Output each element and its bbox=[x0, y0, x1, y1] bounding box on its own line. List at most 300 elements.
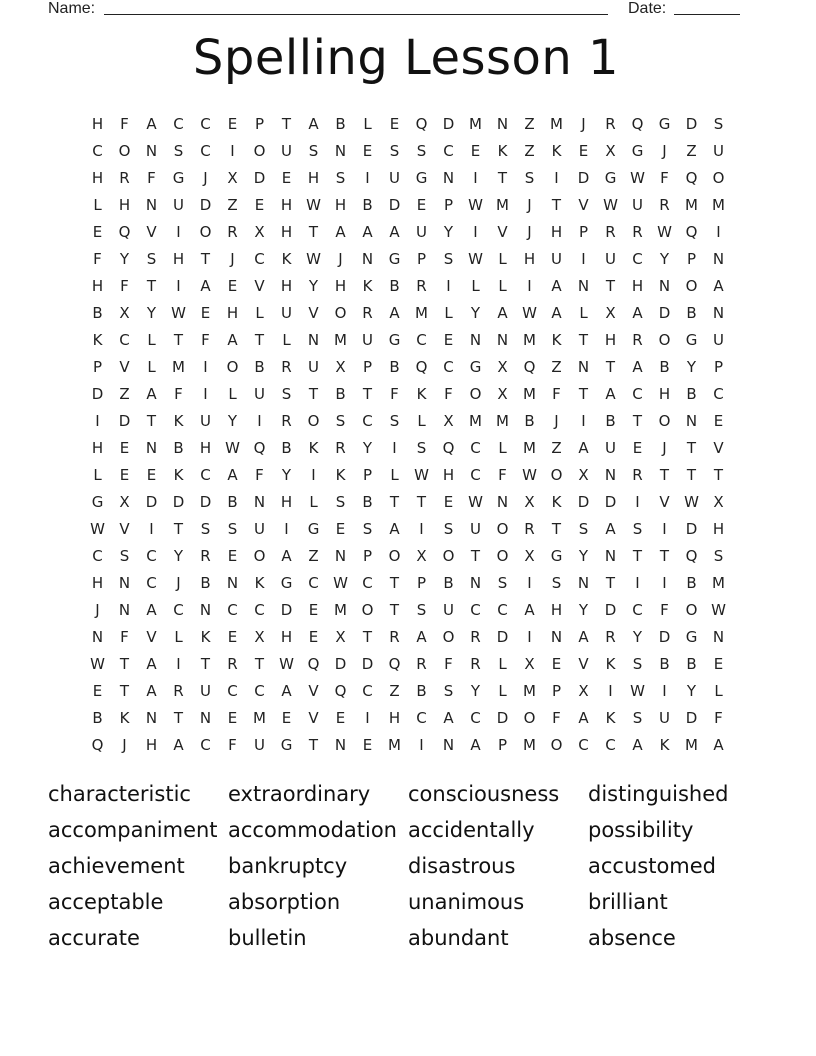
grid-letter[interactable]: W bbox=[225, 439, 240, 457]
grid-letter[interactable]: E bbox=[416, 196, 427, 214]
grid-letter[interactable]: N bbox=[712, 250, 725, 268]
grid-letter[interactable]: X bbox=[119, 493, 130, 511]
grid-letter[interactable]: O bbox=[550, 466, 563, 484]
grid-letter[interactable]: W bbox=[279, 655, 294, 673]
grid-letter[interactable]: U bbox=[605, 439, 616, 457]
grid-letter[interactable]: W bbox=[90, 655, 105, 673]
grid-letter[interactable]: S bbox=[227, 520, 238, 538]
grid-letter[interactable]: H bbox=[712, 520, 725, 538]
grid-letter[interactable]: U bbox=[632, 196, 643, 214]
grid-letter[interactable]: Y bbox=[470, 304, 481, 322]
grid-letter[interactable]: X bbox=[605, 304, 616, 322]
grid-letter[interactable]: I bbox=[527, 574, 532, 592]
grid-letter[interactable]: S bbox=[632, 520, 643, 538]
grid-letter[interactable]: H bbox=[280, 493, 293, 511]
grid-letter[interactable]: B bbox=[605, 412, 616, 430]
grid-letter[interactable]: Y bbox=[578, 547, 589, 565]
grid-letter[interactable]: B bbox=[659, 358, 670, 376]
grid-letter[interactable]: F bbox=[660, 169, 669, 187]
grid-letter[interactable]: L bbox=[444, 304, 453, 322]
grid-letter[interactable]: H bbox=[280, 628, 293, 646]
grid-letter[interactable]: K bbox=[551, 142, 562, 160]
grid-letter[interactable]: H bbox=[199, 439, 212, 457]
grid-letter[interactable]: Q bbox=[685, 223, 698, 241]
grid-letter[interactable]: H bbox=[550, 223, 563, 241]
grid-letter[interactable]: G bbox=[172, 169, 185, 187]
grid-letter[interactable]: R bbox=[200, 547, 211, 565]
grid-letter[interactable]: U bbox=[389, 169, 400, 187]
grid-letter[interactable]: K bbox=[659, 736, 670, 754]
grid-letter[interactable]: T bbox=[173, 520, 184, 538]
grid-letter[interactable]: H bbox=[91, 574, 104, 592]
grid-letter[interactable]: T bbox=[254, 655, 265, 673]
grid-letter[interactable]: V bbox=[146, 628, 157, 646]
grid-letter[interactable]: K bbox=[605, 655, 616, 673]
grid-letter[interactable]: N bbox=[496, 115, 509, 133]
grid-letter[interactable]: N bbox=[145, 142, 158, 160]
grid-letter[interactable]: W bbox=[684, 493, 699, 511]
grid-letter[interactable]: M bbox=[550, 115, 563, 133]
grid-letter[interactable]: I bbox=[473, 169, 478, 187]
grid-letter[interactable]: G bbox=[280, 574, 293, 592]
grid-letter[interactable]: E bbox=[470, 142, 481, 160]
grid-letter[interactable]: A bbox=[281, 682, 292, 700]
grid-letter[interactable]: U bbox=[659, 709, 670, 727]
grid-letter[interactable]: N bbox=[334, 736, 347, 754]
grid-letter[interactable]: B bbox=[335, 385, 346, 403]
grid-letter[interactable]: I bbox=[527, 628, 532, 646]
grid-letter[interactable]: N bbox=[604, 547, 617, 565]
grid-letter[interactable]: R bbox=[470, 655, 481, 673]
grid-letter[interactable]: Y bbox=[119, 250, 130, 268]
grid-letter[interactable]: S bbox=[173, 142, 184, 160]
grid-letter[interactable]: S bbox=[119, 547, 130, 565]
grid-letter[interactable]: H bbox=[523, 250, 536, 268]
grid-letter[interactable]: S bbox=[443, 682, 454, 700]
grid-letter[interactable]: I bbox=[176, 655, 181, 673]
grid-letter[interactable]: L bbox=[498, 655, 507, 673]
grid-letter[interactable]: N bbox=[226, 574, 239, 592]
grid-letter[interactable]: G bbox=[658, 115, 671, 133]
grid-letter[interactable]: A bbox=[551, 304, 562, 322]
grid-letter[interactable]: Y bbox=[443, 223, 454, 241]
grid-letter[interactable]: C bbox=[497, 601, 508, 619]
grid-letter[interactable]: N bbox=[577, 358, 590, 376]
grid-letter[interactable]: C bbox=[578, 736, 589, 754]
grid-letter[interactable]: W bbox=[306, 196, 321, 214]
grid-letter[interactable]: B bbox=[686, 655, 697, 673]
grid-letter[interactable]: F bbox=[120, 277, 129, 295]
grid-letter[interactable]: J bbox=[662, 439, 667, 457]
grid-letter[interactable]: J bbox=[662, 142, 667, 160]
grid-letter[interactable]: W bbox=[306, 250, 321, 268]
grid-letter[interactable]: D bbox=[145, 493, 158, 511]
grid-letter[interactable]: T bbox=[173, 709, 184, 727]
grid-letter[interactable]: F bbox=[714, 709, 723, 727]
grid-letter[interactable]: X bbox=[416, 547, 427, 565]
grid-letter[interactable]: E bbox=[308, 601, 319, 619]
grid-letter[interactable]: E bbox=[335, 709, 346, 727]
grid-letter[interactable]: A bbox=[578, 439, 589, 457]
grid-letter[interactable]: Q bbox=[685, 547, 698, 565]
grid-letter[interactable]: W bbox=[603, 196, 618, 214]
grid-letter[interactable]: E bbox=[227, 115, 238, 133]
grid-letter[interactable]: N bbox=[685, 412, 698, 430]
grid-letter[interactable]: S bbox=[335, 493, 346, 511]
grid-letter[interactable]: D bbox=[199, 196, 212, 214]
grid-letter[interactable]: I bbox=[392, 439, 397, 457]
grid-letter[interactable]: Q bbox=[685, 169, 698, 187]
grid-letter[interactable]: I bbox=[554, 169, 559, 187]
grid-letter[interactable]: I bbox=[662, 520, 667, 538]
date-blank-line[interactable] bbox=[674, 14, 740, 15]
grid-letter[interactable]: A bbox=[713, 736, 724, 754]
grid-letter[interactable]: P bbox=[686, 250, 697, 268]
grid-letter[interactable]: X bbox=[713, 493, 724, 511]
grid-letter[interactable]: V bbox=[254, 277, 265, 295]
grid-letter[interactable]: V bbox=[713, 439, 724, 457]
grid-letter[interactable]: A bbox=[524, 601, 535, 619]
grid-letter[interactable]: D bbox=[604, 493, 617, 511]
grid-letter[interactable]: H bbox=[118, 196, 131, 214]
grid-letter[interactable]: A bbox=[443, 709, 454, 727]
grid-letter[interactable]: F bbox=[120, 628, 129, 646]
grid-letter[interactable]: S bbox=[281, 385, 292, 403]
grid-letter[interactable]: T bbox=[119, 682, 130, 700]
grid-letter[interactable]: O bbox=[361, 601, 374, 619]
grid-letter[interactable]: W bbox=[630, 169, 645, 187]
grid-letter[interactable]: G bbox=[307, 520, 320, 538]
grid-letter[interactable]: F bbox=[498, 466, 507, 484]
grid-letter[interactable]: O bbox=[442, 628, 455, 646]
grid-letter[interactable]: T bbox=[470, 547, 481, 565]
grid-letter[interactable]: A bbox=[605, 385, 616, 403]
grid-letter[interactable]: A bbox=[146, 385, 157, 403]
grid-letter[interactable]: T bbox=[173, 331, 184, 349]
grid-letter[interactable]: O bbox=[307, 412, 320, 430]
grid-letter[interactable]: O bbox=[199, 223, 212, 241]
grid-letter[interactable]: N bbox=[307, 331, 320, 349]
grid-letter[interactable]: M bbox=[523, 331, 536, 349]
grid-letter[interactable]: R bbox=[173, 682, 184, 700]
grid-letter[interactable]: N bbox=[658, 277, 671, 295]
grid-letter[interactable]: O bbox=[523, 709, 536, 727]
grid-letter[interactable]: N bbox=[442, 736, 455, 754]
grid-letter[interactable]: R bbox=[416, 655, 427, 673]
grid-letter[interactable]: J bbox=[554, 412, 559, 430]
grid-letter[interactable]: N bbox=[712, 304, 725, 322]
grid-letter[interactable]: M bbox=[334, 601, 347, 619]
grid-letter[interactable]: C bbox=[173, 115, 184, 133]
grid-letter[interactable]: S bbox=[416, 142, 427, 160]
grid-letter[interactable]: Y bbox=[227, 412, 238, 430]
grid-letter[interactable]: H bbox=[91, 439, 104, 457]
grid-letter[interactable]: H bbox=[334, 196, 347, 214]
grid-letter[interactable]: U bbox=[551, 250, 562, 268]
grid-letter[interactable]: K bbox=[200, 628, 211, 646]
grid-letter[interactable]: V bbox=[119, 520, 130, 538]
grid-letter[interactable]: C bbox=[443, 142, 454, 160]
grid-letter[interactable]: N bbox=[334, 142, 347, 160]
grid-letter[interactable]: A bbox=[551, 277, 562, 295]
grid-letter[interactable]: H bbox=[604, 331, 617, 349]
grid-letter[interactable]: H bbox=[226, 304, 239, 322]
grid-letter[interactable]: K bbox=[119, 709, 130, 727]
grid-letter[interactable]: C bbox=[227, 601, 238, 619]
grid-letter[interactable]: J bbox=[95, 601, 100, 619]
grid-letter[interactable]: H bbox=[307, 169, 320, 187]
grid-letter[interactable]: X bbox=[119, 304, 130, 322]
grid-letter[interactable]: F bbox=[552, 709, 561, 727]
grid-letter[interactable]: I bbox=[581, 412, 586, 430]
grid-letter[interactable]: S bbox=[308, 142, 319, 160]
grid-letter[interactable]: B bbox=[254, 358, 265, 376]
grid-letter[interactable]: C bbox=[92, 142, 103, 160]
grid-letter[interactable]: S bbox=[416, 439, 427, 457]
grid-letter[interactable]: C bbox=[713, 385, 724, 403]
grid-letter[interactable]: Z bbox=[119, 385, 130, 403]
grid-letter[interactable]: C bbox=[92, 547, 103, 565]
grid-letter[interactable]: S bbox=[362, 520, 373, 538]
grid-letter[interactable]: T bbox=[308, 736, 319, 754]
grid-letter[interactable]: C bbox=[470, 439, 481, 457]
grid-letter[interactable]: Q bbox=[118, 223, 131, 241]
grid-letter[interactable]: A bbox=[281, 547, 292, 565]
grid-letter[interactable]: I bbox=[473, 223, 478, 241]
grid-letter[interactable]: E bbox=[92, 682, 103, 700]
grid-letter[interactable]: M bbox=[469, 412, 482, 430]
grid-letter[interactable]: K bbox=[551, 331, 562, 349]
grid-letter[interactable]: C bbox=[470, 466, 481, 484]
grid-letter[interactable]: W bbox=[333, 574, 348, 592]
grid-letter[interactable]: F bbox=[174, 385, 183, 403]
grid-letter[interactable]: J bbox=[230, 250, 235, 268]
grid-letter[interactable]: L bbox=[174, 628, 183, 646]
grid-letter[interactable]: T bbox=[632, 412, 643, 430]
grid-letter[interactable]: T bbox=[362, 385, 373, 403]
grid-letter[interactable]: A bbox=[173, 736, 184, 754]
grid-letter[interactable]: O bbox=[442, 547, 455, 565]
grid-letter[interactable]: I bbox=[635, 574, 640, 592]
grid-letter[interactable]: P bbox=[362, 358, 373, 376]
grid-letter[interactable]: H bbox=[91, 115, 104, 133]
grid-letter[interactable]: P bbox=[416, 574, 427, 592]
grid-letter[interactable]: M bbox=[469, 115, 482, 133]
grid-letter[interactable]: M bbox=[523, 439, 536, 457]
grid-letter[interactable]: B bbox=[173, 439, 184, 457]
grid-letter[interactable]: D bbox=[334, 655, 347, 673]
grid-letter[interactable]: S bbox=[335, 169, 346, 187]
grid-letter[interactable]: M bbox=[253, 709, 266, 727]
grid-letter[interactable]: N bbox=[91, 628, 104, 646]
grid-letter[interactable]: R bbox=[605, 115, 616, 133]
grid-letter[interactable]: E bbox=[578, 142, 589, 160]
grid-letter[interactable]: U bbox=[416, 223, 427, 241]
grid-letter[interactable]: O bbox=[658, 412, 671, 430]
grid-letter[interactable]: R bbox=[227, 223, 238, 241]
grid-letter[interactable]: E bbox=[254, 196, 265, 214]
grid-letter[interactable]: T bbox=[659, 547, 670, 565]
grid-letter[interactable]: O bbox=[685, 601, 698, 619]
grid-letter[interactable]: G bbox=[631, 142, 644, 160]
grid-letter[interactable]: B bbox=[416, 682, 427, 700]
grid-letter[interactable]: A bbox=[227, 466, 238, 484]
grid-letter[interactable]: E bbox=[308, 628, 319, 646]
grid-letter[interactable]: D bbox=[118, 412, 131, 430]
grid-letter[interactable]: C bbox=[227, 682, 238, 700]
grid-letter[interactable]: W bbox=[630, 682, 645, 700]
grid-letter[interactable]: C bbox=[632, 250, 643, 268]
grid-letter[interactable]: C bbox=[200, 142, 211, 160]
grid-letter[interactable]: X bbox=[335, 628, 346, 646]
grid-letter[interactable]: T bbox=[713, 466, 724, 484]
grid-letter[interactable]: O bbox=[469, 385, 482, 403]
grid-letter[interactable]: T bbox=[389, 574, 400, 592]
grid-letter[interactable]: B bbox=[659, 655, 670, 673]
grid-letter[interactable]: C bbox=[200, 115, 211, 133]
grid-letter[interactable]: F bbox=[93, 250, 102, 268]
grid-letter[interactable]: L bbox=[255, 304, 264, 322]
grid-letter[interactable]: C bbox=[173, 601, 184, 619]
grid-letter[interactable]: O bbox=[550, 736, 563, 754]
grid-letter[interactable]: I bbox=[419, 520, 424, 538]
grid-letter[interactable]: S bbox=[713, 115, 724, 133]
grid-letter[interactable]: R bbox=[281, 412, 292, 430]
grid-letter[interactable]: H bbox=[388, 709, 401, 727]
grid-letter[interactable]: N bbox=[496, 493, 509, 511]
grid-letter[interactable]: D bbox=[199, 493, 212, 511]
grid-letter[interactable]: I bbox=[581, 250, 586, 268]
grid-letter[interactable]: V bbox=[578, 655, 589, 673]
grid-letter[interactable]: R bbox=[605, 628, 616, 646]
grid-letter[interactable]: T bbox=[308, 223, 319, 241]
grid-letter[interactable]: Q bbox=[253, 439, 266, 457]
grid-letter[interactable]: S bbox=[443, 520, 454, 538]
grid-letter[interactable]: E bbox=[551, 655, 562, 673]
grid-letter[interactable]: G bbox=[280, 736, 293, 754]
grid-letter[interactable]: K bbox=[254, 574, 265, 592]
grid-letter[interactable]: T bbox=[686, 466, 697, 484]
grid-letter[interactable]: F bbox=[552, 385, 561, 403]
grid-letter[interactable]: O bbox=[496, 520, 509, 538]
grid-letter[interactable]: Y bbox=[632, 628, 643, 646]
grid-letter[interactable]: A bbox=[146, 655, 157, 673]
grid-letter[interactable]: S bbox=[389, 412, 400, 430]
grid-letter[interactable]: A bbox=[416, 628, 427, 646]
grid-letter[interactable]: X bbox=[497, 358, 508, 376]
grid-letter[interactable]: H bbox=[631, 277, 644, 295]
grid-letter[interactable]: E bbox=[443, 331, 454, 349]
grid-letter[interactable]: J bbox=[203, 169, 208, 187]
grid-letter[interactable]: E bbox=[362, 736, 373, 754]
grid-letter[interactable]: S bbox=[335, 412, 346, 430]
grid-letter[interactable]: O bbox=[118, 142, 131, 160]
grid-letter[interactable]: E bbox=[200, 304, 211, 322]
grid-letter[interactable]: L bbox=[498, 439, 507, 457]
grid-letter[interactable]: O bbox=[712, 169, 725, 187]
grid-letter[interactable]: E bbox=[281, 709, 292, 727]
grid-letter[interactable]: A bbox=[335, 223, 346, 241]
grid-letter[interactable]: G bbox=[388, 250, 401, 268]
grid-letter[interactable]: A bbox=[578, 628, 589, 646]
grid-letter[interactable]: I bbox=[635, 493, 640, 511]
grid-letter[interactable]: O bbox=[658, 331, 671, 349]
grid-letter[interactable]: B bbox=[362, 493, 373, 511]
grid-letter[interactable]: M bbox=[334, 331, 347, 349]
grid-letter[interactable]: E bbox=[443, 493, 454, 511]
grid-letter[interactable]: E bbox=[92, 223, 103, 241]
grid-letter[interactable]: I bbox=[608, 682, 613, 700]
grid-letter[interactable]: A bbox=[227, 331, 238, 349]
grid-letter[interactable]: G bbox=[388, 331, 401, 349]
grid-letter[interactable]: H bbox=[172, 250, 185, 268]
grid-letter[interactable]: X bbox=[524, 655, 535, 673]
grid-letter[interactable]: B bbox=[686, 304, 697, 322]
grid-letter[interactable]: O bbox=[685, 277, 698, 295]
grid-letter[interactable]: Q bbox=[442, 439, 455, 457]
grid-letter[interactable]: K bbox=[497, 142, 508, 160]
grid-letter[interactable]: V bbox=[308, 304, 319, 322]
grid-letter[interactable]: G bbox=[685, 331, 698, 349]
grid-letter[interactable]: K bbox=[308, 439, 319, 457]
grid-letter[interactable]: D bbox=[361, 655, 374, 673]
grid-letter[interactable]: G bbox=[91, 493, 104, 511]
grid-letter[interactable]: N bbox=[145, 439, 158, 457]
grid-letter[interactable]: D bbox=[658, 304, 671, 322]
grid-letter[interactable]: U bbox=[362, 331, 373, 349]
grid-letter[interactable]: U bbox=[713, 142, 724, 160]
grid-letter[interactable]: E bbox=[119, 439, 130, 457]
grid-letter[interactable]: R bbox=[632, 466, 643, 484]
grid-letter[interactable]: C bbox=[470, 709, 481, 727]
grid-letter[interactable]: W bbox=[468, 493, 483, 511]
grid-letter[interactable]: J bbox=[338, 250, 343, 268]
grid-letter[interactable]: A bbox=[389, 304, 400, 322]
grid-letter[interactable]: S bbox=[578, 520, 589, 538]
grid-letter[interactable]: L bbox=[282, 331, 291, 349]
grid-letter[interactable]: L bbox=[579, 304, 588, 322]
grid-letter[interactable]: M bbox=[388, 736, 401, 754]
grid-letter[interactable]: H bbox=[91, 277, 104, 295]
grid-letter[interactable]: A bbox=[632, 736, 643, 754]
grid-letter[interactable]: T bbox=[308, 385, 319, 403]
grid-letter[interactable]: J bbox=[581, 115, 586, 133]
grid-letter[interactable]: X bbox=[578, 466, 589, 484]
grid-letter[interactable]: I bbox=[95, 412, 100, 430]
grid-letter[interactable]: L bbox=[309, 493, 318, 511]
grid-letter[interactable]: F bbox=[390, 385, 399, 403]
grid-letter[interactable]: W bbox=[522, 466, 537, 484]
grid-letter[interactable]: T bbox=[389, 493, 400, 511]
grid-letter[interactable]: A bbox=[632, 358, 643, 376]
grid-letter[interactable]: I bbox=[365, 709, 370, 727]
grid-letter[interactable]: R bbox=[659, 196, 670, 214]
grid-letter[interactable]: P bbox=[497, 736, 508, 754]
grid-letter[interactable]: A bbox=[389, 520, 400, 538]
grid-letter[interactable]: D bbox=[172, 493, 185, 511]
grid-letter[interactable]: M bbox=[523, 736, 536, 754]
grid-letter[interactable]: T bbox=[119, 655, 130, 673]
grid-letter[interactable]: K bbox=[416, 385, 427, 403]
grid-letter[interactable]: L bbox=[498, 277, 507, 295]
grid-letter[interactable]: I bbox=[419, 736, 424, 754]
grid-letter[interactable]: T bbox=[551, 520, 562, 538]
grid-letter[interactable]: L bbox=[714, 682, 723, 700]
grid-letter[interactable]: Z bbox=[227, 196, 238, 214]
grid-letter[interactable]: F bbox=[255, 466, 264, 484]
grid-letter[interactable]: U bbox=[281, 142, 292, 160]
grid-letter[interactable]: B bbox=[227, 493, 238, 511]
